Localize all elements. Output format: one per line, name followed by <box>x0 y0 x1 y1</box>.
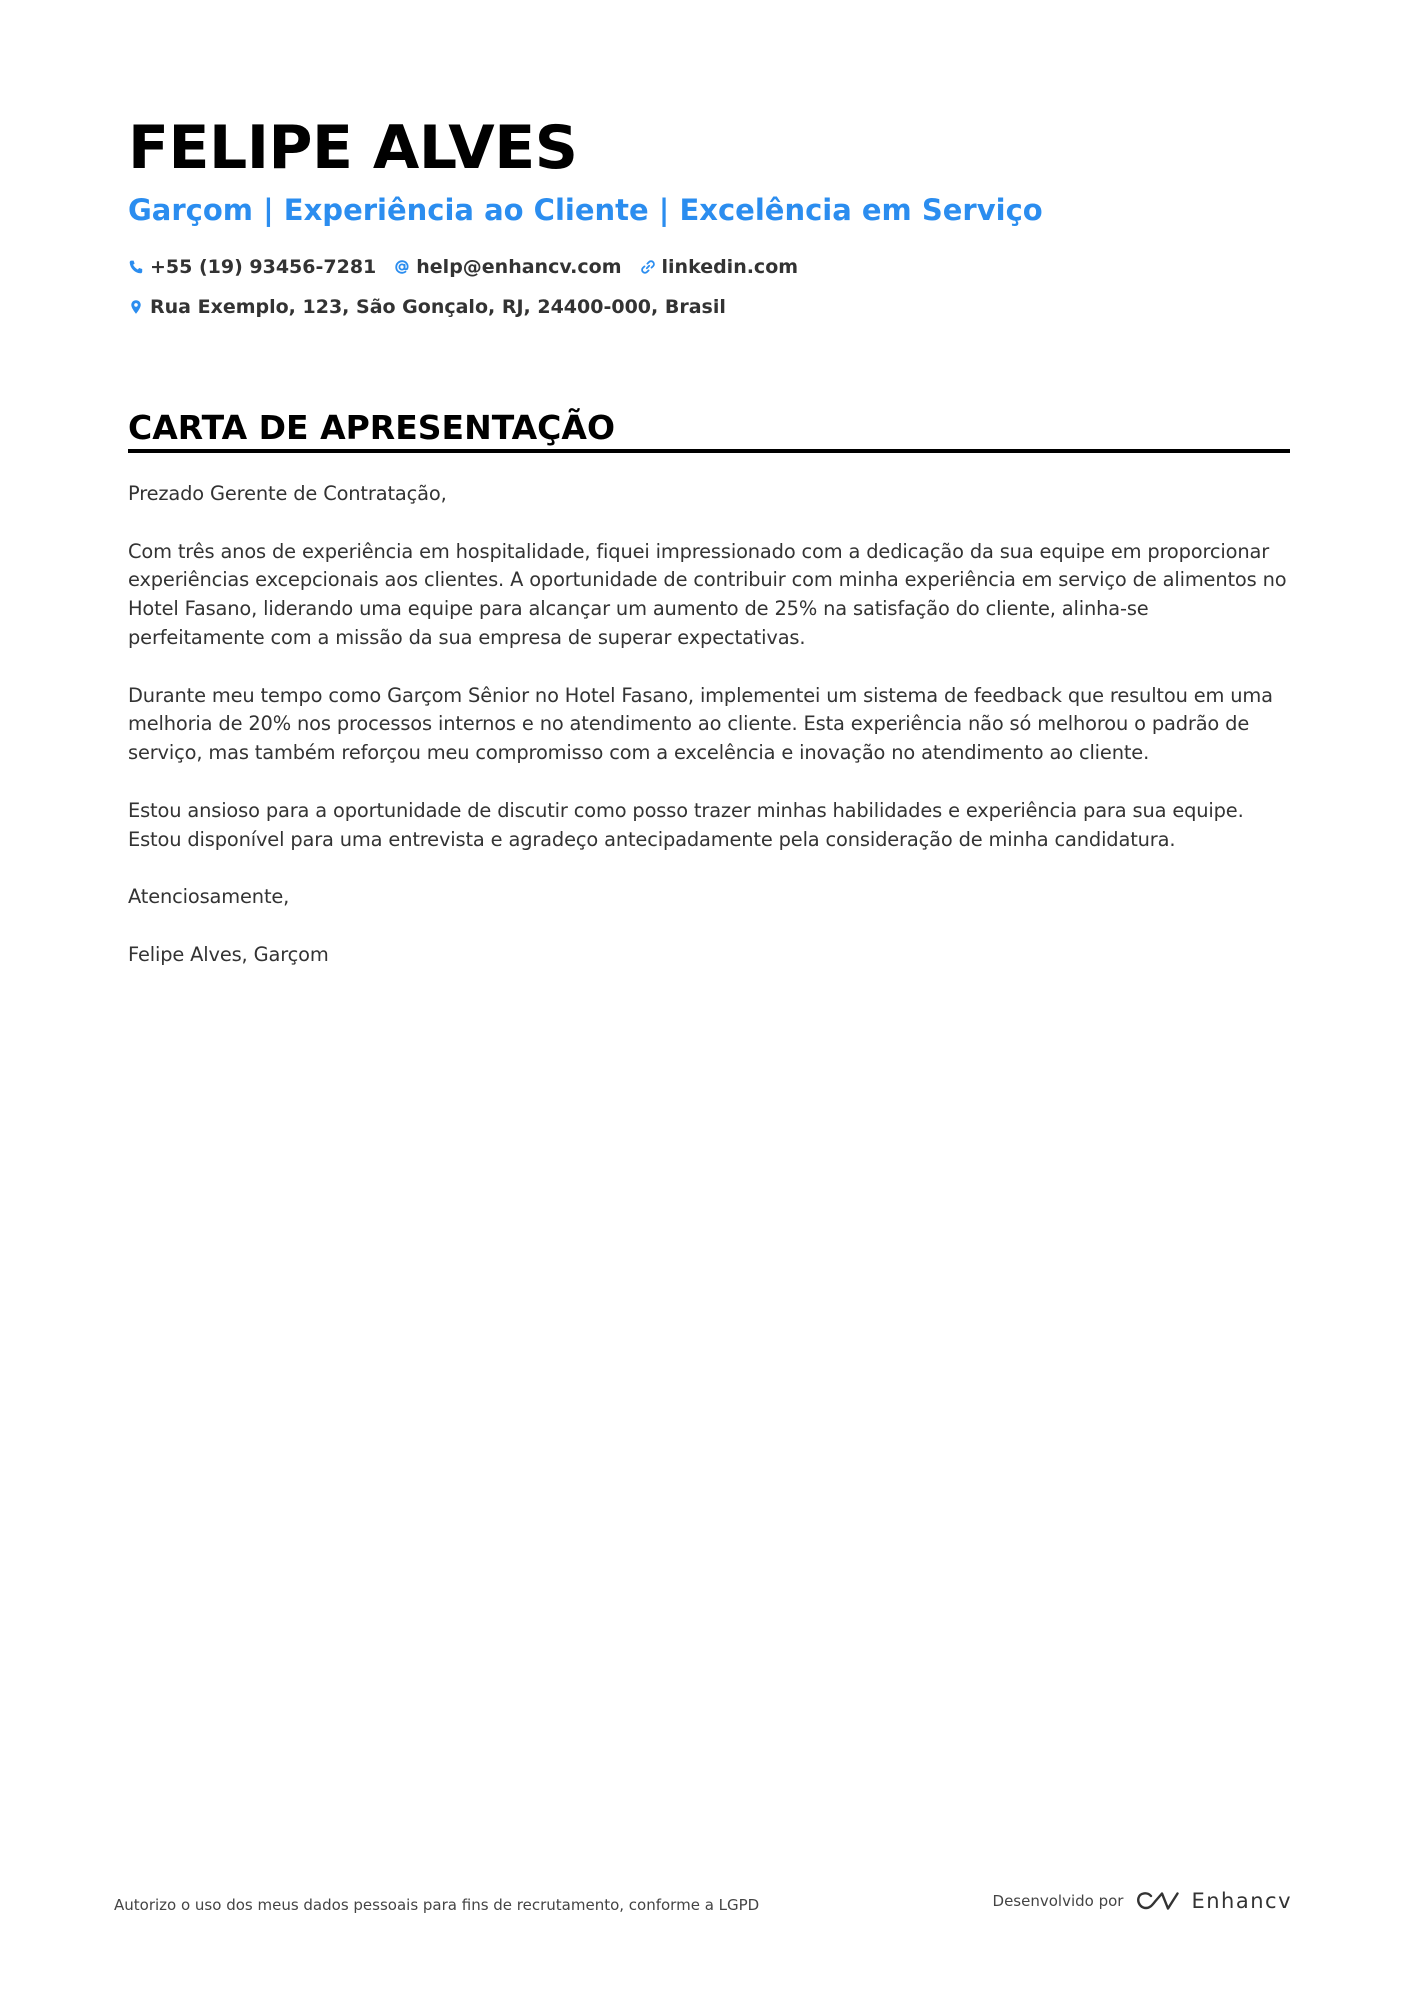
letter-paragraph: Durante meu tempo como Garçom Sênior no Hotel Fasano, implementei um sistema de feedback que resultou em uma melhoria de 20% nos processos internos e no atendimento ao cliente. Esta experiência não só melhorou o padrão de serviço, mas também reforçou meu compromisso com a excelência e inovação no atendimento ao cliente. <box>128 683 1273 765</box>
at-icon <box>394 259 410 275</box>
contact-email[interactable] <box>394 252 621 282</box>
candidate-name: FELIPE ALVES <box>128 113 578 183</box>
brand-name: Enhancv <box>1191 1889 1292 1913</box>
section-title: CARTA DE APRESENTAÇÃO <box>128 408 615 447</box>
powered-by-label: Desenvolvido por <box>992 1892 1124 1910</box>
contact-linkedin[interactable] <box>640 252 799 282</box>
contact-row-address <box>128 292 744 322</box>
phone-text: +55 (19) 93456-7281 <box>150 256 377 278</box>
linkedin-text: linkedin.com <box>661 256 799 278</box>
letter-paragraph: Com três anos de experiência em hospitalidade, fiquei impressionado com a dedicação da sua equipe em proporcionar experiências excepcionais aos clientes. A oportunidade de contribuir com minha experiência em serviço de alimentos no Hotel Fasano, liderando uma equipe para alcançar um aumento de 25% na satisfação do cliente, alinha-se perfeitamente com a missão da sua empresa de superar expectativas. <box>128 539 1287 649</box>
footer-brand[interactable] <box>993 1888 1292 1914</box>
letter-paragraph: Estou ansioso para a oportunidade de discutir como posso trazer minhas habilidades e experiência para sua equipe. Estou disponível para uma entrevista e agradeço antecipadamente pela consideração de minha candidatura. <box>128 798 1244 851</box>
email-text: help@enhancv.com <box>416 256 622 278</box>
contact-phone[interactable] <box>128 252 376 282</box>
candidate-headline: Garçom | Experiência ao Cliente | Excelência em Serviço <box>128 193 1043 227</box>
address-text: Rua Exemplo, 123, São Gonçalo, RJ, 24400-000, Brasil <box>150 296 726 318</box>
section-divider <box>128 449 1290 453</box>
footer-consent: Autorizo o uso dos meus dados pessoais para fins de recrutamento, conforme a LGPD <box>114 1896 760 1914</box>
location-pin-icon <box>128 299 144 315</box>
letter-salutation: Prezado Gerente de Contratação, <box>128 482 447 505</box>
enhancv-logo-icon <box>1135 1888 1181 1914</box>
letter-signature: Felipe Alves, Garçom <box>128 942 329 966</box>
link-icon <box>640 259 656 275</box>
letter-body <box>128 480 1290 998</box>
contact-address <box>128 292 726 322</box>
phone-icon <box>128 259 144 275</box>
contact-row <box>128 252 816 282</box>
letter-closing: Atenciosamente, <box>128 885 290 909</box>
